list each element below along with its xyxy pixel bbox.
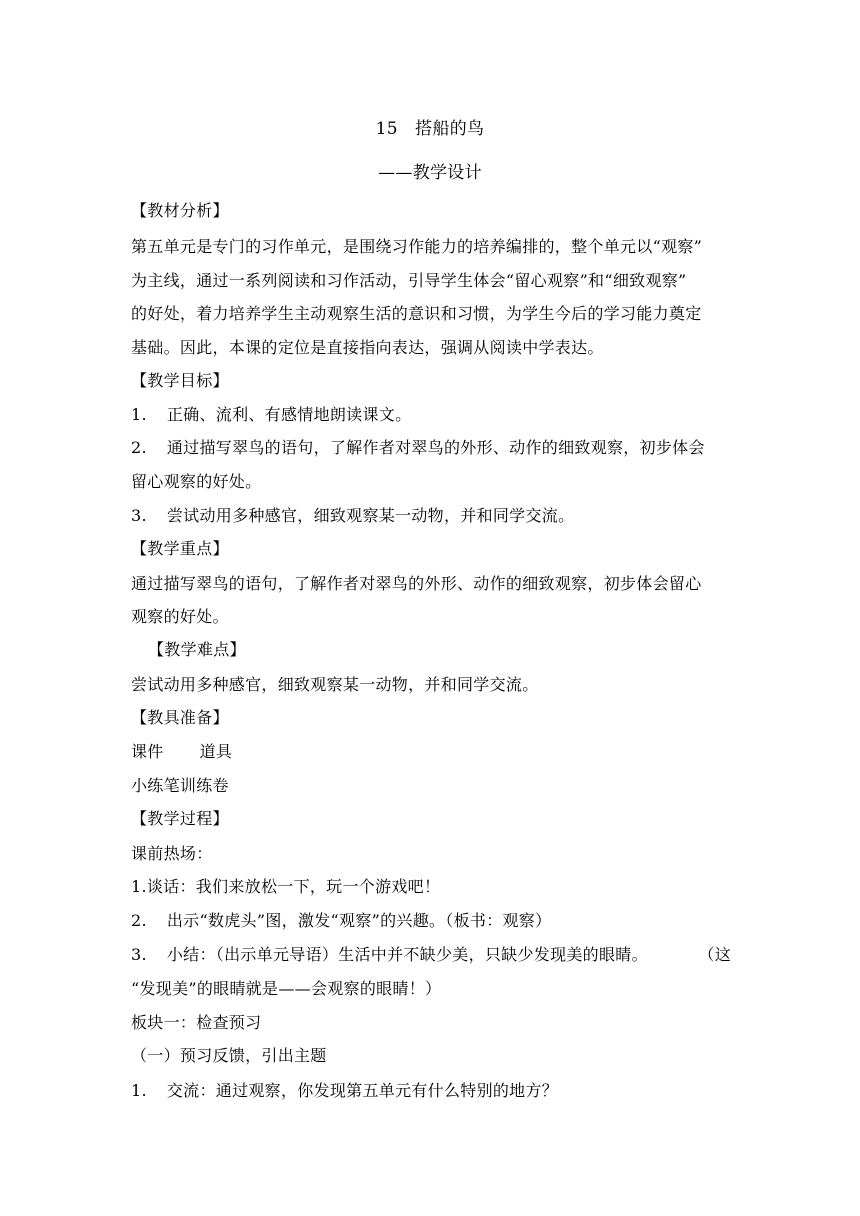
warmup-item-1: 1.谈话：我们来放松一下，玩一个游戏吧！ (131, 877, 441, 896)
key-heading: 【教学重点】 (131, 539, 229, 558)
analysis-line-3: 的好处，着力培养学生主动观察生活的意识和习惯，为学生今后的学习能力奠定 (131, 304, 702, 323)
analysis-text: 第五单元是专门的习作单元，是围绕习作能力的培养编排的，整个单元以“观察” (131, 237, 703, 256)
goal-item-1 (131, 404, 731, 426)
goal-number: 2. (131, 438, 147, 457)
item-text-tail: （这 (698, 945, 731, 964)
item-text: 小结：（出示单元导语）生活中并不缺少美，只缺少发现美的眼睛。 (166, 945, 648, 964)
document-title: 15 搭船的鸟 (375, 119, 485, 139)
process-heading: 【教学过程】 (131, 809, 229, 828)
tools-line-1 (131, 741, 731, 763)
difficulty-heading: 【教学难点】 (148, 640, 246, 659)
tool-item: 课件 (131, 742, 164, 761)
warmup-label: 课前热场： (131, 844, 213, 863)
document-subtitle: ——教学设计 (378, 163, 482, 183)
analysis-heading: 【教材分析】 (131, 201, 229, 220)
warmup-item-3 (131, 944, 731, 966)
item-text: 出示“数虎头”图，激发“观察”的兴趣。（板书：观察） (166, 911, 552, 930)
block1-item-1 (131, 1080, 731, 1102)
analysis-line-4: 基础。因此，本课的定位是直接指向表达，强调从阅读中学表达。 (131, 338, 604, 357)
tools-heading: 【教具准备】 (131, 708, 229, 727)
analysis-line-1 (131, 236, 731, 258)
item-text: 交流：通过观察，你发现第五单元有什么特别的地方？ (166, 1081, 559, 1100)
item-number: 2. (131, 911, 147, 930)
tools-line-2: 小练笔训练卷 (131, 776, 229, 795)
goal-item-2-cont: 留心观察的好处。 (131, 472, 262, 491)
key-line-2: 观察的好处。 (131, 607, 229, 626)
warmup-item-3-cont: “发现美”的眼睛就是——会观察的眼睛！） (131, 979, 442, 998)
analysis-line-2: 为主线，通过一系列阅读和习作活动，引导学生体会“留心观察”和“细致观察” (131, 271, 687, 290)
block1-label: 板块一：检查预习 (131, 1013, 262, 1032)
goal-text: 正确、流利、有感情地朗读课文。 (166, 405, 412, 424)
item-number: 1. (131, 1081, 147, 1100)
goal-number: 1. (131, 405, 147, 424)
goal-number: 3. (131, 506, 147, 525)
goals-heading: 【教学目标】 (131, 371, 229, 390)
goal-text: 尝试动用多种感官，细致观察某一动物，并和同学交流。 (166, 506, 575, 525)
goal-item-3 (131, 505, 731, 527)
block1-sub: （一）预习反馈，引出主题 (131, 1046, 327, 1065)
difficulty-text: 尝试动用多种感官，细致观察某一动物，并和同学交流。 (131, 675, 539, 694)
goal-item-2 (131, 437, 731, 459)
key-line-1: 通过描写翠鸟的语句，了解作者对翠鸟的外形、动作的细致观察，初步体会留心 (131, 574, 702, 593)
item-number: 3. (131, 945, 147, 964)
goal-text: 通过描写翠鸟的语句，了解作者对翠鸟的外形、动作的细致观察，初步体会 (166, 438, 705, 457)
tool-item: 道具 (199, 742, 233, 761)
warmup-item-2 (131, 910, 731, 932)
